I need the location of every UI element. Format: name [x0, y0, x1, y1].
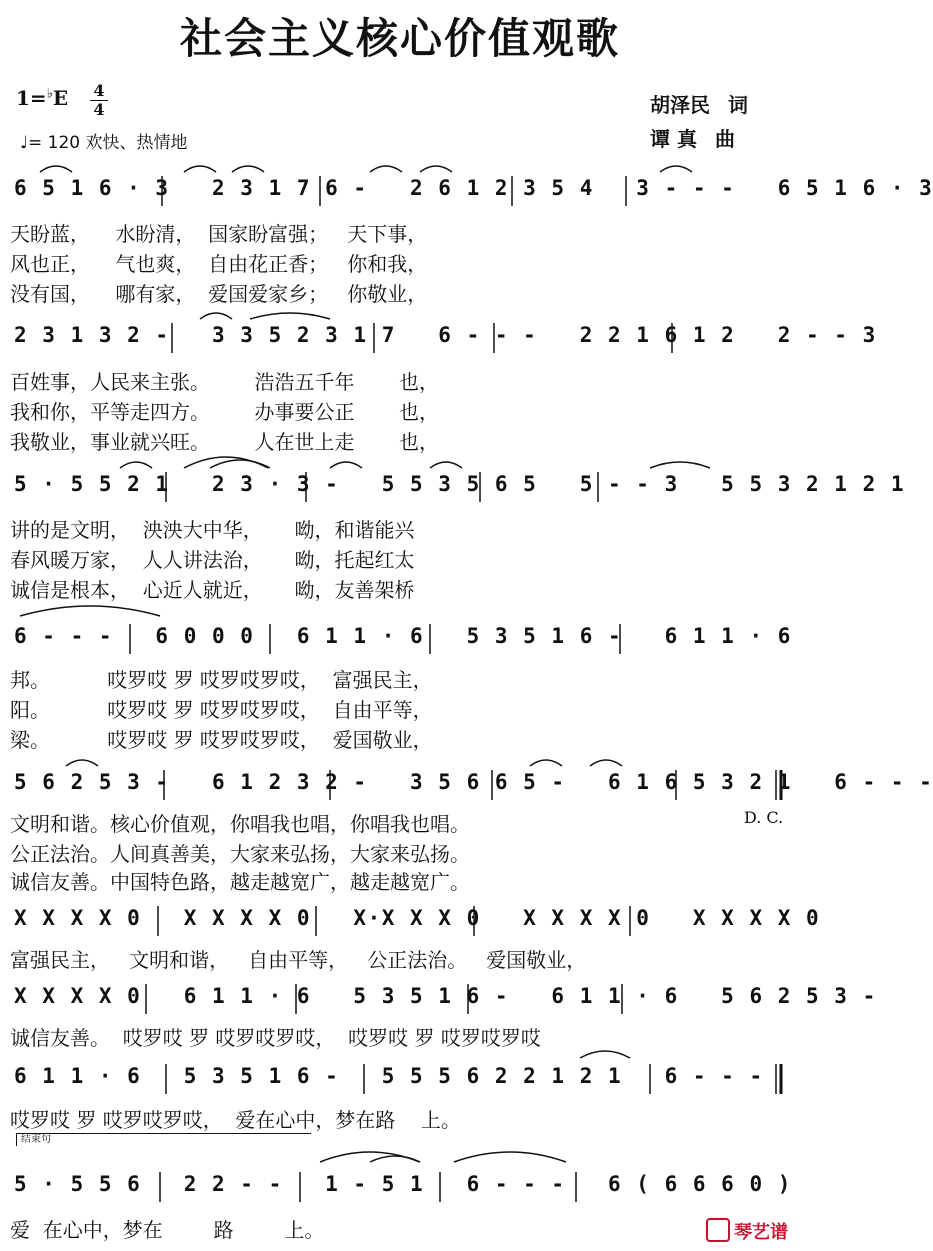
key-signature: 1=♭E — [16, 86, 69, 110]
notation-row: 6 5 1 6 · 3 2 3 1 7 6 - 2 6 1 2 3 5 4 3 - - - 6 5 1 6 · 3 — [14, 176, 933, 200]
notation-row: 5 · 5 5 6 2 2 - - 1 - 5 1 6 - - - 6 ( 6 6 6 0 ) — [14, 1172, 792, 1196]
lyric-line: 阳。 哎罗哎 罗 哎罗哎罗哎， 自由平等， — [10, 698, 433, 722]
lyric-line: 邦。 哎罗哎 罗 哎罗哎罗哎， 富强民主， — [10, 668, 433, 692]
lyric-line: 百姓事，人民来主张。 浩浩五千年 也， — [10, 370, 440, 394]
lyric-line: 我敬业，事业就兴旺。 人在世上走 也， — [10, 430, 440, 454]
lyric-line: 诚信友善。 哎罗哎 罗 哎罗哎罗哎， 哎罗哎 罗 哎罗哎罗哎 — [10, 1026, 541, 1050]
notation-row: 6 1 1 · 6 5 3 5 1 6 - 5 5 5 6 2 2 1 2 1 6 - - - — [14, 1064, 764, 1088]
lyric-line: 哎罗哎 罗 哎罗哎罗哎， 爱在心中，梦在路 上。 — [10, 1108, 461, 1132]
notation-row: 5 · 5 5 2 1 2 3 · 3 - 5 5 3 5 6 5 5 - - 3 5 5 3 2 1 2 1 — [14, 472, 906, 496]
notation-row: 5 6 2 5 3 - 6 1 2 3 2 - 3 5 6 6 5 - 6 1 6 5 3 2 1 6 - - - — [14, 770, 933, 794]
time-signature: 4 4 — [88, 82, 110, 119]
lyric-line: 梁。 哎罗哎 罗 哎罗哎罗哎， 爱国敬业， — [10, 728, 433, 752]
notation-row: 2 3 1 3 2 - 3 3 5 2 3 1 7 6 - - - 2 2 1 6 1 2 2 - - 3 — [14, 323, 877, 347]
da-capo-marking: D. C. — [744, 808, 784, 827]
page-title: 社会主义核心价值观歌 — [179, 14, 620, 63]
notation-row: X X X X 0 X X X X 0 X·X X X 0 X X X X 0 X X X X 0 — [14, 906, 821, 930]
lyric-line: 爱 在心中，梦在 路 上。 — [10, 1218, 325, 1242]
lyric-line: 我和你，平等走四方。 办事要公正 也， — [10, 400, 440, 424]
lyric-line: 公正法治。人间真善美，大家来弘扬，大家来弘扬。 — [10, 842, 470, 866]
lyric-line: 富强民主， 文明和谐， 自由平等， 公正法治。 爱国敬业， — [10, 948, 587, 972]
notation-row: 6 - - - 6 0 0 0 6 1 1 · 6 5 3 5 1 6 - 6 1 1 · 6 — [14, 624, 792, 648]
lyric-line: 风也正， 气也爽， 自由花正香； 你和我， — [10, 252, 428, 276]
lyric-line: 文明和谐。核心价值观，你唱我也唱，你唱我也唱。 — [10, 812, 470, 836]
credits — [650, 88, 748, 156]
lyricist: 胡泽民 词 — [650, 93, 748, 117]
composer: 谭 真 曲 — [650, 127, 735, 151]
tempo-marking: ♩= 120 欢快、热情地 — [20, 133, 188, 153]
lyric-line: 春风暖万家， 人人讲法治， 呦，托起红太 — [10, 548, 415, 572]
site-logo: 琴艺谱 — [706, 1218, 788, 1244]
lyric-line: 天盼蓝， 水盼清， 国家盼富强； 天下事， — [10, 222, 428, 246]
notation-row: X X X X 0 6 1 1 · 6 5 3 5 1 6 - 6 1 1 · 6 5 6 2 5 3 - — [14, 984, 877, 1008]
logo-icon — [706, 1218, 730, 1242]
ending-bracket: 结束句 — [16, 1133, 311, 1146]
lyric-line: 诚信是根本， 心近人就近， 呦，友善架桥 — [10, 578, 415, 602]
lyric-line: 讲的是文明， 泱泱大中华， 呦，和谐能兴 — [10, 518, 415, 542]
lyric-line: 没有国， 哪有家， 爱国爱家乡； 你敬业， — [10, 282, 428, 306]
lyric-line: 诚信友善。中国特色路，越走越宽广，越走越宽广。 — [10, 870, 470, 894]
